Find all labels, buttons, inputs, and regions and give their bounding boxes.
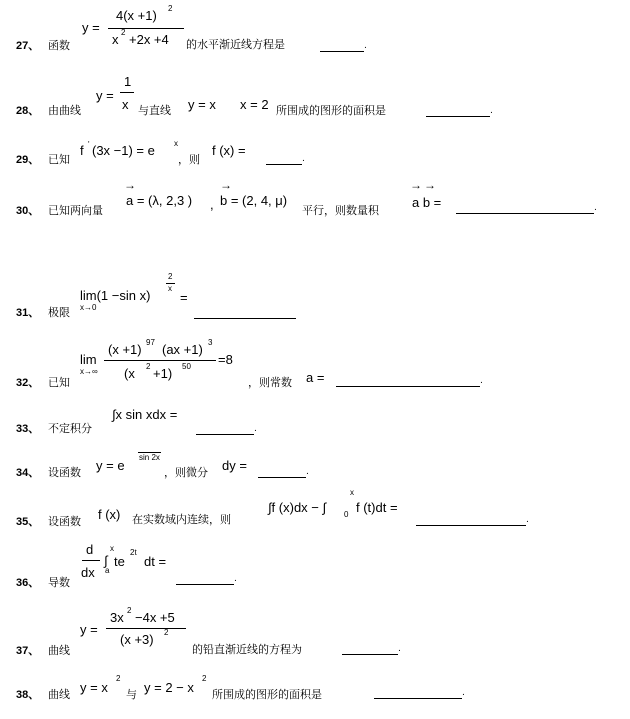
- answer-blank[interactable]: [336, 386, 480, 387]
- math-integral: ∫x sin xdx =: [112, 407, 178, 422]
- question-text: 曲线: [48, 644, 70, 657]
- fraction-bar: [120, 92, 134, 93]
- math-exponent: 2: [168, 272, 173, 281]
- question-text: 极限: [48, 306, 70, 319]
- question-text: 所围成的图形的面积是: [276, 104, 386, 117]
- question-text: 与直线: [138, 104, 171, 117]
- answer-blank[interactable]: [194, 318, 296, 319]
- question-29: 29、 已知 f ' (3x −1) = e x ，则 f (x) = .: [16, 139, 305, 166]
- question-30: 30、 已知两向量 → a = (λ, 2,3 ) , → b = (2, 4, μ) 平行，则数量积 → → a b = .: [16, 178, 597, 217]
- math-dot-product: a b =: [412, 195, 442, 210]
- answer-blank[interactable]: [320, 51, 364, 52]
- question-text: ，则微分: [164, 466, 208, 479]
- question-text: 设函数: [48, 515, 81, 528]
- question-33: 33、 不定积分 ∫x sin xdx = .: [16, 407, 257, 435]
- question-37: 37、 曲线 y = 3x 2 −4x +5 (x +3) 2 的铅直渐近线的方程为 .: [16, 606, 401, 657]
- math-dy: dy =: [222, 458, 247, 473]
- question-number: 38、: [16, 689, 40, 701]
- math-integrand: te: [114, 554, 125, 569]
- math-exponent: sin 2x: [139, 453, 160, 462]
- answer-blank[interactable]: [426, 116, 490, 117]
- math-f: f (x): [98, 507, 121, 522]
- math-denominator: (x: [124, 366, 135, 381]
- question-text: 已知两向量: [48, 204, 103, 217]
- answer-blank[interactable]: [176, 584, 234, 585]
- math-denominator: +1): [153, 366, 173, 381]
- vector-arrow: →: [424, 178, 436, 192]
- question-27: 27、 函数 y = 4(x +1) 2 x 2 +2x +4 的水平渐近线方程是 .: [16, 4, 367, 52]
- question-text: 曲线: [48, 688, 70, 701]
- math-exponent: 2: [121, 28, 126, 37]
- question-number: 30、: [16, 205, 40, 217]
- question-text: 所围成的图形的面积是: [212, 688, 322, 701]
- question-number: 37、: [16, 645, 40, 657]
- math-denominator: x: [112, 32, 119, 47]
- question-text: 已知: [48, 376, 70, 389]
- math-a: a =: [306, 370, 325, 385]
- vector-arrow: →: [124, 178, 136, 192]
- question-number: 27、: [16, 40, 40, 52]
- math-exponent: 2: [168, 4, 173, 13]
- math-numerator: 3x: [110, 610, 124, 625]
- math-f: f: [80, 143, 84, 158]
- question-31: 31、 极限 lim(1 −sin x) x→0 2 x =: [0, 0, 630, 10]
- vector-a: a = (λ, 2,3 ): [126, 193, 193, 208]
- limit-subscript: x→∞: [80, 367, 98, 376]
- math-integrand: dt =: [144, 554, 167, 569]
- question-32: 32、 已知 lim x→∞ (x +1) 97 (ax +1) 3 (x 2 +1) 50 =8 ，则常数 a = .: [16, 338, 483, 389]
- question-number: 29、: [16, 154, 40, 166]
- math-y: y =: [96, 88, 114, 103]
- math-line: x = 2: [240, 97, 269, 112]
- answer-blank[interactable]: [374, 698, 462, 699]
- math-numerator: (ax +1): [162, 342, 203, 357]
- question-text: ，则常数: [248, 376, 292, 389]
- question-text: 函数: [48, 39, 70, 52]
- answer-blank[interactable]: [342, 654, 398, 655]
- math-equation: (3x −1) = e: [92, 143, 155, 158]
- math-numerator: 4(x +1): [116, 8, 157, 23]
- math-y: y =: [80, 622, 98, 637]
- vector-b: b = (2, 4, μ): [220, 193, 288, 208]
- question-38: 38、 曲线 y = x 2 与 y = 2 − x 2 所围成的图形的面积是 .: [16, 674, 465, 701]
- question-text: 与: [126, 688, 137, 701]
- question-28: 28、 由曲线 y = 1 x 与直线 y = x x = 2 所围成的图形的面积是 .: [16, 74, 493, 117]
- math-integral: ∫f (x)dx − ∫: [268, 500, 327, 515]
- question-text: 导数: [48, 576, 70, 589]
- answer-blank[interactable]: [258, 477, 306, 478]
- fraction-bar: [104, 360, 216, 361]
- question-34: 34、 设函数 y = e sin 2x ，则微分 dy = .: [16, 453, 309, 479]
- math-curve: y = x: [80, 680, 108, 695]
- question-number: 33、: [16, 423, 40, 435]
- math-exponent: x: [174, 139, 178, 148]
- question-text: 已知: [48, 153, 70, 166]
- math-derivative: d: [86, 542, 94, 557]
- question-text: 的水平渐近线方程是: [186, 38, 285, 51]
- answer-blank[interactable]: [456, 213, 594, 214]
- question-text: 由曲线: [48, 104, 81, 117]
- answer-blank[interactable]: [266, 164, 302, 165]
- fraction-bar: [82, 560, 100, 561]
- question-text: 在实数域内连续，则: [132, 513, 231, 526]
- question-number: 34、: [16, 467, 40, 479]
- question-number: 32、: [16, 377, 40, 389]
- question-text: 的铅直渐近线的方程为: [192, 643, 302, 656]
- math-numerator: −4x +5: [135, 610, 175, 625]
- limit-subscript: x→0: [80, 303, 97, 312]
- question-text: 设函数: [48, 466, 81, 479]
- question-number: 31、: [16, 307, 40, 319]
- math-f: f (x) =: [212, 143, 246, 158]
- math-line: y = x: [188, 97, 216, 112]
- math-integral: f (t)dt =: [356, 500, 398, 515]
- math-curve: y = 2 − x: [144, 680, 194, 695]
- answer-blank[interactable]: [196, 434, 254, 435]
- question-text: ，则: [178, 153, 200, 166]
- question-36: 36、 导数 d dx ∫ x a te 2t dt = .: [16, 542, 237, 589]
- math-y: y =: [82, 20, 100, 35]
- math-derivative: dx: [81, 565, 95, 580]
- math-denominator: x: [122, 97, 129, 112]
- math-numerator: 1: [124, 74, 132, 89]
- fraction-bar: [106, 628, 186, 629]
- math-numerator: (x +1): [108, 342, 142, 357]
- math-denominator: (x +3): [120, 632, 154, 647]
- question-35: 35、 设函数 f (x) 在实数域内连续，则 ∫f (x)dx − ∫ x 0 f (t)dt = .: [16, 488, 529, 528]
- math-limit: lim(1 −sin x): [80, 288, 151, 303]
- math-limit: lim: [80, 352, 97, 367]
- math-exponent: x: [168, 284, 172, 293]
- vector-arrow: →: [220, 178, 232, 192]
- math-function: y = e: [96, 458, 125, 473]
- math-denominator: +2x +4: [129, 32, 169, 47]
- vector-arrow: →: [410, 178, 422, 192]
- fraction-bar: [108, 28, 184, 29]
- answer-blank[interactable]: [416, 525, 526, 526]
- question-text: 不定积分: [48, 422, 92, 435]
- question-number: 36、: [16, 577, 40, 589]
- question-number: 28、: [16, 105, 40, 117]
- question-number: 35、: [16, 516, 40, 528]
- math-integral: ∫: [104, 553, 108, 568]
- question-text: 平行，则数量积: [302, 204, 379, 217]
